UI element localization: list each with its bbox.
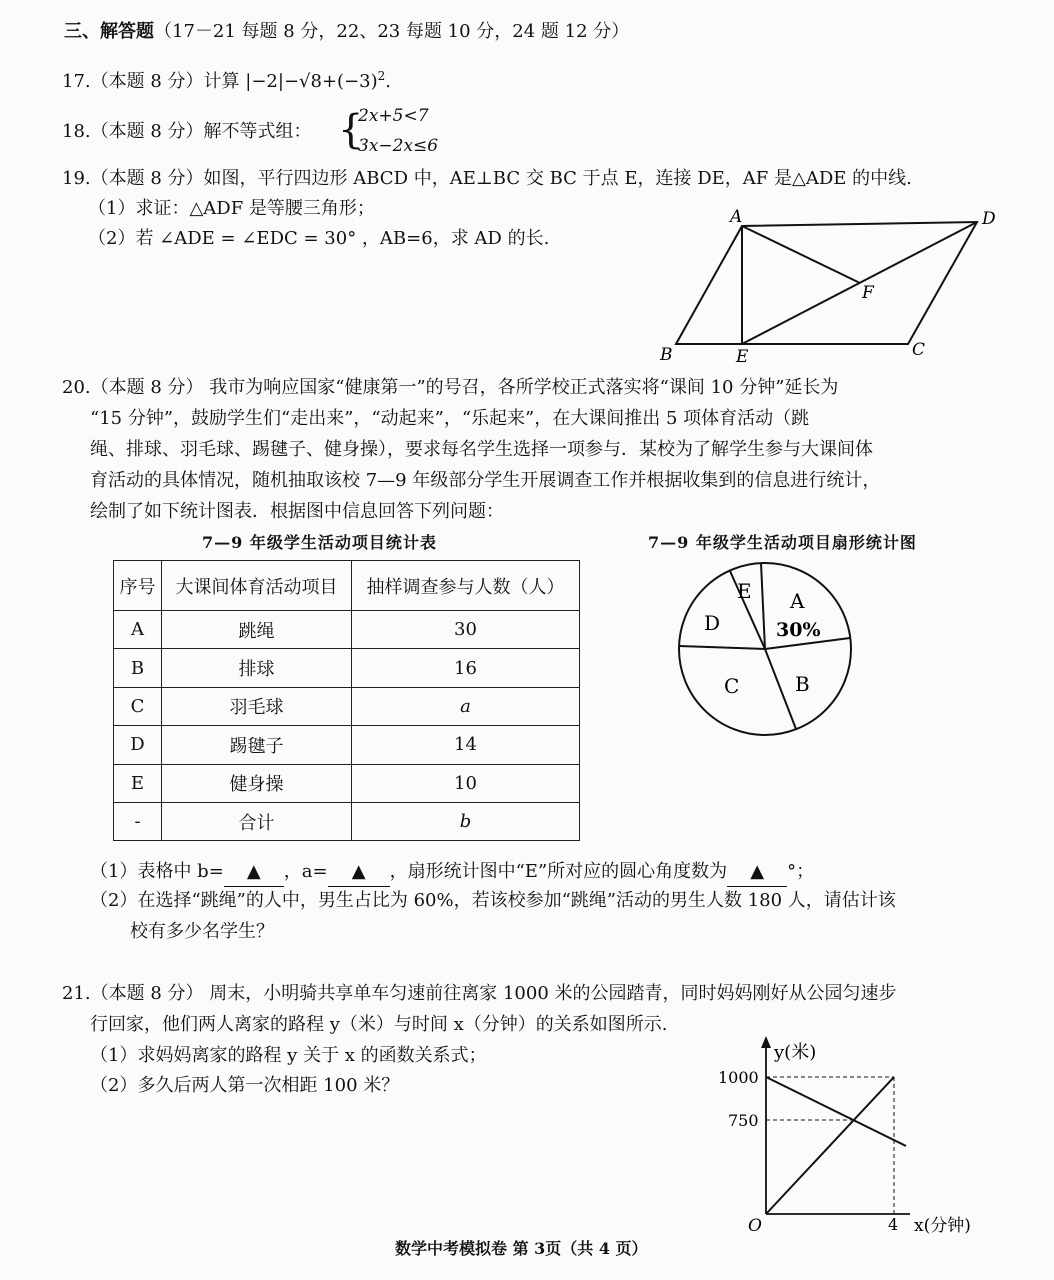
table-cell: 羽毛球 — [162, 687, 352, 725]
y-axis-arrow-icon — [761, 1036, 771, 1048]
q19-part2: （2）若 ∠ADE = ∠EDC = 30° ，AB=6，求 AD 的长. — [88, 228, 550, 249]
tick-4: 4 — [888, 1215, 899, 1234]
table-cell: a — [352, 687, 580, 725]
table-cell: 14 — [352, 726, 580, 764]
q19-part1: （1）求证：△ADF 是等腰三角形； — [88, 198, 375, 219]
parallelogram-abcd — [676, 222, 977, 344]
pie-divider-bc — [765, 649, 796, 729]
table-row — [114, 802, 580, 840]
table-cell: B — [114, 649, 162, 687]
pie-label-d: D — [704, 611, 721, 635]
table-cell: C — [114, 687, 162, 725]
pie-label-e: E — [737, 579, 752, 603]
page-footer: 数学中考模拟卷 第 3页（共 4 页） — [395, 1239, 648, 1258]
table-cell: D — [114, 726, 162, 764]
q21-line2: 行回家，他们两人离家的路程 y（米）与时间 x（分钟）的关系如图所示. — [90, 1014, 668, 1035]
table-cell: 跳绳 — [162, 611, 352, 649]
table-row — [114, 611, 580, 649]
question-17 — [62, 62, 391, 96]
table-cell: E — [114, 764, 162, 802]
q20-part1 — [90, 858, 814, 887]
q20-part1-text-d: °； — [787, 861, 815, 882]
pie-divider-ae — [761, 563, 765, 649]
q20-table-title: 7—9 年级学生活动项目统计表 — [202, 533, 437, 552]
q21-line1: 21.（本题 8 分） 周末，小明骑共享单车匀速前往离家 1000 米的公园踏青，同时妈妈刚好从公园匀速步 — [62, 983, 897, 1004]
table-cell: 排球 — [162, 649, 352, 687]
q17-expr-abs: |−2| — [245, 71, 284, 92]
table-header-row — [114, 561, 580, 611]
answer-blank-angle: ▲ — [727, 858, 787, 887]
label-a: A — [730, 207, 743, 227]
origin-label: O — [748, 1216, 762, 1236]
q21-distance-time-graph — [700, 1032, 980, 1240]
line-xiaoming — [766, 1077, 894, 1214]
q20-stats-table — [113, 560, 580, 841]
label-d: D — [982, 209, 996, 229]
q18-inequality-2: 3x−2x≤6 — [358, 136, 439, 156]
answer-blank-a: ▲ — [328, 858, 390, 887]
table-cell: 10 — [352, 764, 580, 802]
q20-part2-line1: （2）在选择“跳绳”的人中，男生占比为 60%，若该校参加“跳绳”活动的男生人数 180 人，请估计该 — [90, 890, 896, 911]
tick-1000: 1000 — [718, 1068, 759, 1087]
q20-part1-text-c: ，扇形统计图中“E”所对应的圆心角度数为 — [389, 861, 728, 882]
pie-label-b: B — [795, 672, 810, 696]
q20-line3: 绳、排球、羽毛球、踢毽子、健身操），要求每名学生选择一项参与．某校为了解学生参与大课间体 — [90, 439, 873, 460]
q17-expr-minus: − — [283, 71, 300, 92]
q18-brace-icon: { — [338, 107, 364, 153]
segment-af — [742, 226, 860, 283]
question-18 — [62, 118, 312, 146]
q17-exponent: 2 — [377, 69, 386, 83]
pie-label-c: C — [724, 674, 740, 698]
q19-stem: 19.（本题 8 分）如图，平行四边形 ABCD 中，AE⊥BC 交 BC 于点 E，连接 DE，AF 是△ADE 的中线. — [62, 168, 912, 189]
pie-divider-cd — [679, 646, 765, 649]
y-axis-label: y(米) — [774, 1042, 817, 1063]
q20-pie-chart — [672, 560, 862, 740]
pie-label-a-pct: 30% — [776, 619, 821, 641]
q20-pie-title: 7—9 年级学生活动项目扇形统计图 — [648, 533, 917, 552]
q18-label: 18.（本题 8 分）解不等式组： — [62, 121, 312, 142]
q18-inequality-1: 2x+5<7 — [358, 106, 429, 126]
table-cell: A — [114, 611, 162, 649]
q20-part2-line2: 校有多少名学生？ — [130, 921, 274, 942]
table-row — [114, 764, 580, 802]
q21-part1: （1）求妈妈离家的路程 y 关于 x 的函数关系式； — [90, 1045, 487, 1066]
x-axis-label: x(分钟) — [914, 1216, 971, 1236]
tick-750: 750 — [728, 1111, 759, 1130]
q17-expr-power: +(−3) — [321, 71, 378, 92]
table-cell: 16 — [352, 649, 580, 687]
q20-part1-text-b: ，a= — [283, 861, 328, 882]
pie-label-a: A — [790, 589, 805, 613]
table-cell: 30 — [352, 611, 580, 649]
label-f: F — [862, 283, 874, 303]
table-cell: 合计 — [162, 802, 352, 840]
q17-expr-sqrt: √8 — [299, 71, 322, 92]
table-header: 抽样调查参与人数（人） — [352, 561, 580, 611]
q19-parallelogram-figure — [650, 200, 1010, 370]
table-row — [114, 649, 580, 687]
q20-part1-text-a: （1）表格中 b= — [90, 861, 224, 882]
table-cell: 健身操 — [162, 764, 352, 802]
table-header: 序号 — [114, 561, 162, 611]
table-header: 大课间体育活动项目 — [162, 561, 352, 611]
section-heading — [64, 18, 629, 46]
label-b: B — [660, 345, 673, 365]
table-cell: b — [352, 802, 580, 840]
label-e: E — [736, 347, 749, 367]
q20-line4: 育活动的具体情况，随机抽取该校 7—9 年级部分学生开展调查工作并根据收集到的信息进行统计， — [90, 470, 881, 491]
q20-line5: 绘制了如下统计图表．根据图中信息回答下列问题： — [90, 501, 504, 522]
table-cell: - — [114, 802, 162, 840]
table-cell: 踢毽子 — [162, 726, 352, 764]
q20-line1: 20.（本题 8 分） 我市为响应国家“健康第一”的号召，各所学校正式落实将“课间 10 分钟”延长为 — [62, 377, 839, 398]
table-row — [114, 726, 580, 764]
table-row — [114, 687, 580, 725]
section-score-note: （17－21 每题 8 分，22、23 每题 10 分，24 题 12 分） — [154, 21, 630, 42]
label-c: C — [912, 340, 926, 360]
q17-label: 17.（本题 8 分）计算 — [62, 71, 240, 92]
q21-part2: （2）多久后两人第一次相距 100 米？ — [90, 1075, 400, 1096]
q17-end: . — [385, 71, 391, 92]
answer-blank-b: ▲ — [224, 858, 284, 887]
q20-line2: “15 分钟”，鼓励学生们“走出来”，“动起来”，“乐起来”，在大课间推出 5 项体育活动（跳 — [90, 408, 810, 429]
section-title: 三、解答题 — [64, 21, 154, 42]
